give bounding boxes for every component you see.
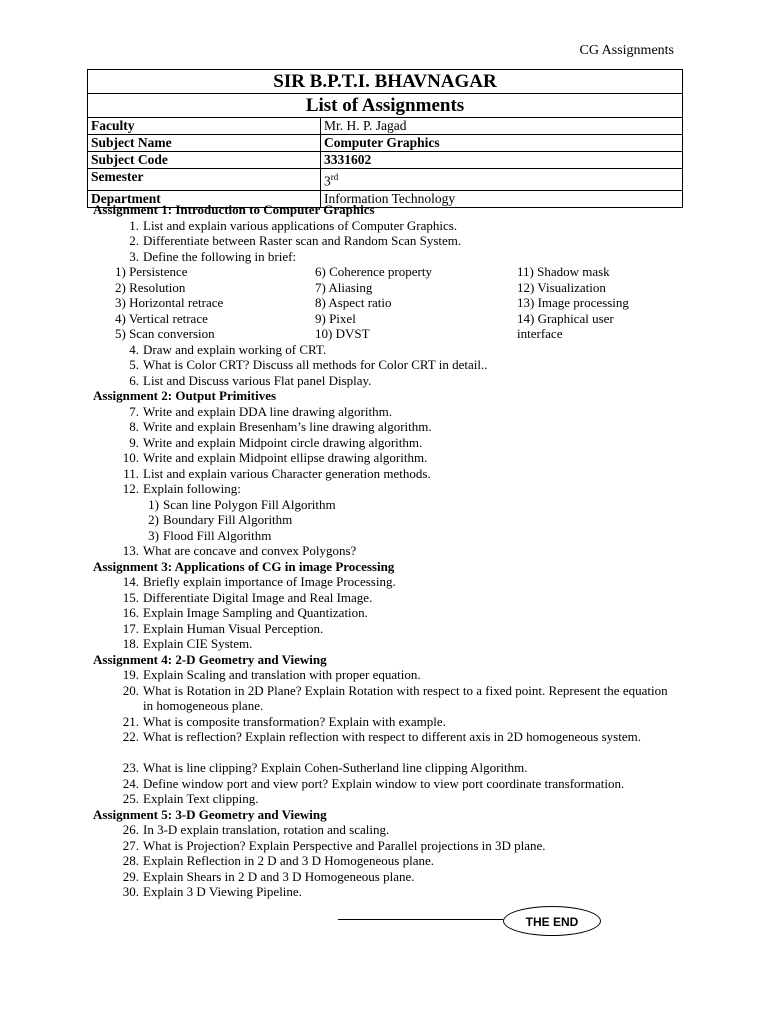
info-key: Semester <box>88 169 321 191</box>
question-item: 19. Explain Scaling and translation with proper equation. <box>122 667 421 682</box>
question-item: 4. Draw and explain working of CRT. <box>129 341 327 357</box>
info-value: Computer Graphics <box>321 135 683 152</box>
question-item: 21. What is composite transformation? Explain with example. <box>122 713 446 729</box>
question-item: 15. Differentiate Digital Image and Real Image. <box>122 589 373 605</box>
sub-item: 1) Scan line Polygon Fill Algorithm <box>148 496 336 512</box>
sub-item: 2) Boundary Fill Algorithm <box>148 512 293 527</box>
info-row-semester <box>88 169 683 191</box>
info-row-subject-code <box>88 152 683 169</box>
question-item: 23. What is line clipping? Explain Cohen-Sutherland line clipping Algorithm. <box>122 760 528 775</box>
question-item: 14. Briefly explain importance of Image Processing. <box>122 574 396 589</box>
info-row-subject-name <box>88 135 683 152</box>
question-item: 24. Define window port and view port? Explain window to view port coordinate transformation. <box>122 775 625 791</box>
end-connector-line <box>338 919 503 920</box>
term: 11) Shadow mask <box>517 264 610 279</box>
assignment-heading: Assignment 2: Output Primitives <box>93 388 277 403</box>
term-row <box>93 280 673 296</box>
question-item: 1. List and explain various applications of Computer Graphics. <box>129 217 458 233</box>
question-item: 28. Explain Reflection in 2 D and 3 D Homogeneous plane. <box>122 853 434 868</box>
question-item: 29. Explain Shears in 2 D and 3 D Homogeneous plane. <box>122 868 415 884</box>
question-item: 13. What are concave and convex Polygons? <box>122 543 357 558</box>
question-item: 10. Write and explain Midpoint ellipse drawing algorithm. <box>122 450 428 465</box>
term: 7) Aliasing <box>315 279 373 295</box>
term-row <box>93 264 673 280</box>
term: 12) Visualization <box>517 279 606 295</box>
semester-number: 3 <box>324 173 331 189</box>
question-item: 9. Write and explain Midpoint circle drawing algorithm. <box>129 434 423 450</box>
term: 4) Vertical retrace <box>115 310 208 326</box>
term: 8) Aspect ratio <box>315 295 392 310</box>
info-key: Department <box>88 190 321 207</box>
info-key: Faculty <box>88 118 321 135</box>
question-item: 7. Write and explain DDA line drawing algorithm. <box>129 403 392 419</box>
term: interface <box>517 326 563 341</box>
term: 14) Graphical user <box>517 310 614 326</box>
info-value <box>321 169 683 191</box>
term: 10) DVST <box>315 326 370 341</box>
term-row <box>93 311 673 327</box>
term: 5) Scan conversion <box>115 326 215 341</box>
info-key: Subject Name <box>88 135 321 152</box>
question-item: 30. Explain 3 D Viewing Pipeline. <box>122 884 302 899</box>
question-item: 3. Define the following in brief: <box>129 248 297 264</box>
assignment-heading: Assignment 5: 3-D Geometry and Viewing <box>93 806 327 822</box>
question-item: 8. Write and explain Bresenham’s line drawing algorithm. <box>129 419 432 434</box>
sub-item: 3) Flood Fill Algorithm <box>148 527 272 543</box>
info-key: Subject Code <box>88 152 321 169</box>
info-row-faculty <box>88 118 683 135</box>
term-row <box>93 295 673 311</box>
assignment-heading: Assignment 1: Introduction to Computer Graphics <box>93 202 375 217</box>
question-item: 22. What is reflection? Explain reflection with respect to different axis in 2D homogeneous system. <box>122 729 641 744</box>
institute-name: SIR B.P.T.I. BHAVNAGAR <box>88 70 683 94</box>
info-value: 3331602 <box>321 152 683 169</box>
term: 9) Pixel <box>315 310 356 326</box>
semester-suffix: rd <box>330 172 339 182</box>
question-item: 5. What is Color CRT? Discuss all methods for Color CRT in detail.. <box>129 357 488 372</box>
term: 3) Horizontal retrace <box>115 295 224 310</box>
term: 1) Persistence <box>115 264 188 279</box>
question-item: 26. In 3-D explain translation, rotation and scaling. <box>122 822 390 837</box>
the-end-badge: THE END <box>503 906 601 936</box>
question-item: 6. List and Discuss various Flat panel Display. <box>129 372 372 388</box>
info-table <box>87 69 683 208</box>
question-item: 11. List and explain various Character generation methods. <box>123 465 431 481</box>
question-item: 17. Explain Human Visual Perception. <box>122 620 324 636</box>
term: 2) Resolution <box>115 279 186 295</box>
question-item: 16. Explain Image Sampling and Quantization. <box>122 605 368 620</box>
info-value: Information Technology <box>321 190 683 207</box>
term: 6) Coherence property <box>315 264 432 279</box>
question-item: 20. What is Rotation in 2D Plane? Explain Rotation with respect to a fixed point. Represent the equation in homogeneous plane. <box>122 682 668 713</box>
running-header: CG Assignments <box>579 43 674 58</box>
question-item: 2. Differentiate between Raster scan and Random Scan System. <box>129 233 462 248</box>
term-row <box>93 326 673 342</box>
assignment-heading: Assignment 4: 2-D Geometry and Viewing <box>93 651 327 667</box>
assignment-list <box>93 202 673 900</box>
term: 13) Image processing <box>517 295 629 310</box>
assignment-heading: Assignment 3: Applications of CG in image Processing <box>93 558 395 574</box>
info-value: Mr. H. P. Jagad <box>321 118 683 135</box>
question-item: 18. Explain CIE System. <box>122 636 253 651</box>
question-item: 27. What is Projection? Explain Perspective and Parallel projections in 3D plane. <box>122 837 546 853</box>
question-item: 25. Explain Text clipping. <box>122 791 259 806</box>
question-item: 12. Explain following: <box>122 481 241 496</box>
list-title: List of Assignments <box>88 94 683 118</box>
